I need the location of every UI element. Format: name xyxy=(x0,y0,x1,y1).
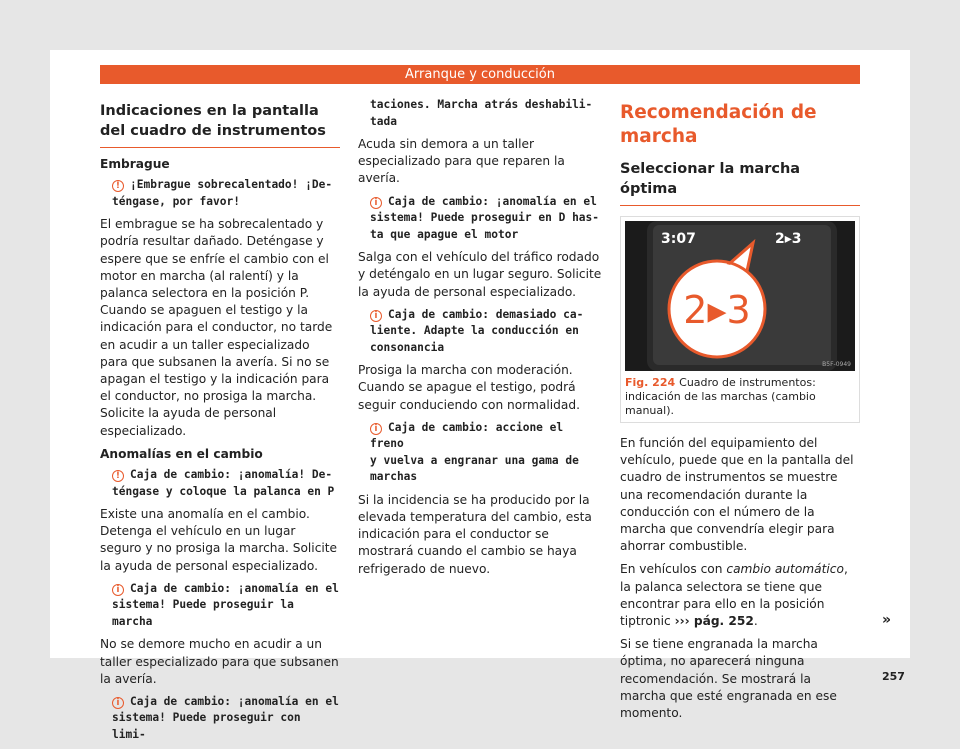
paragraph: No se demore mucho en acudir a un taller especializado para que subsanen la avería. xyxy=(100,637,339,686)
section-title: Indicaciones en la pantalla del cuadro de instrumentos xyxy=(100,101,340,148)
paragraph: Prosiga la marcha con moderación. Cuando se apague el testigo, podrá seguir conduciendo con normalidad. xyxy=(358,363,580,412)
instrument-cluster-image xyxy=(625,221,855,371)
page-number: 257 xyxy=(882,670,905,683)
warning-message-continued: taciones. Marcha atrás deshabili- tada xyxy=(370,98,593,128)
paragraph: En vehículos con cambio automático, la palanca selectora se tiene que encontrar para ello en la posición tiptronic ››› pág. 252. xyxy=(620,562,848,629)
paragraph: El embrague se ha sobrecalentado y podría resultar dañado. Deténgase y espere que se enfríe el cambio con el motor en marcha (al ralentí) y la palanca selectora en la posición P. Cuando se apaguen el testigo y la indicación para el conductor, no tarde en acudir a un taller especializado para que subsanen la avería. Si no se apagan el testigo y la indicación para el conductor, no prosiga la marcha. Solicite la ayuda de personal especializado. xyxy=(100,217,333,438)
info-icon: i xyxy=(370,423,382,435)
warning-icon: ! xyxy=(112,180,124,192)
figure xyxy=(620,216,860,423)
warning-message: i Caja de cambio: ¡anomalía en el sistema! Puede proseguir en D has- ta que apague el motor xyxy=(370,194,600,241)
info-icon: i xyxy=(370,197,382,209)
warning-message: i Caja de cambio: ¡anomalía en el sistema! Puede proseguir la marcha xyxy=(112,581,339,628)
instrument-cluster-illustration xyxy=(625,221,855,371)
info-icon: i xyxy=(370,310,382,322)
gear-indicator-large: 2▸3 xyxy=(683,288,751,332)
document-page xyxy=(50,50,910,741)
warning-icon: ! xyxy=(112,470,124,482)
image-code: B5F-0949 xyxy=(822,361,851,368)
column-right xyxy=(620,97,860,728)
paragraph: Salga con el vehículo del tráfico rodado y deténgalo en un lugar seguro. Solicite la ayuda de personal especializado. xyxy=(358,250,602,299)
chapter-header: Arranque y conducción xyxy=(100,65,860,84)
gear-indicator-small: 2▸3 xyxy=(775,231,802,247)
paragraph: En función del equipamiento del vehículo, puede que en la pantalla del cuadro de instrumentos se muestre una recomendación durante la conducción con el número de la marcha que convendría elegir para ahorrar combustible. xyxy=(620,436,854,554)
clock-text: 3:07 xyxy=(661,231,696,247)
embrague-heading: Embrague xyxy=(100,157,170,171)
column-middle xyxy=(358,97,602,584)
warning-message: i Caja de cambio: accione el freno y vuelva a engranar una gama de marchas xyxy=(370,420,579,484)
column-left xyxy=(100,97,340,749)
paragraph: Si la incidencia se ha producido por la elevada temperatura del cambio, esta indicación para el conductor se mostrará cuando el cambio se haya refrigerado de nuevo. xyxy=(358,492,592,576)
paragraph: Existe una anomalía en el cambio. Detenga el vehículo en un lugar seguro y no prosiga la marcha. Solicite la ayuda de personal especializado. xyxy=(100,507,338,573)
figure-caption: Fig. 224 Cuadro de instrumentos: indicación de las marchas (cambio manual). xyxy=(625,376,816,417)
paragraph: Acuda sin demora a un taller especializado para que reparen la avería. xyxy=(358,137,565,186)
chapter-title: Recomendación de marcha xyxy=(620,102,817,147)
section-subtitle: Seleccionar la marcha óptima xyxy=(620,159,860,206)
page-reference-link[interactable]: ››› pág. 252 xyxy=(674,614,754,629)
info-icon: i xyxy=(112,697,124,709)
warning-message: ! ¡Embrague sobrecalentado! ¡De- téngase, por favor! xyxy=(112,178,333,208)
paragraph: Si se tiene engranada la marcha óptima, no aparecerá ninguna recomendación. Se mostrará la marcha que esté engranada en ese momento. xyxy=(620,637,837,721)
anomalias-heading: Anomalías en el cambio xyxy=(100,446,263,461)
warning-message: ! Caja de cambio: ¡anomalía! De- téngase y coloque la palanca en P xyxy=(112,468,335,498)
warning-message: i Caja de cambio: demasiado ca- liente. Adapte la conducción en consonancia xyxy=(370,307,584,354)
info-icon: i xyxy=(112,584,124,596)
continue-arrow-icon: » xyxy=(882,612,892,628)
warning-message: i Caja de cambio: ¡anomalía en el sistema! Puede proseguir con limi- xyxy=(112,694,339,741)
